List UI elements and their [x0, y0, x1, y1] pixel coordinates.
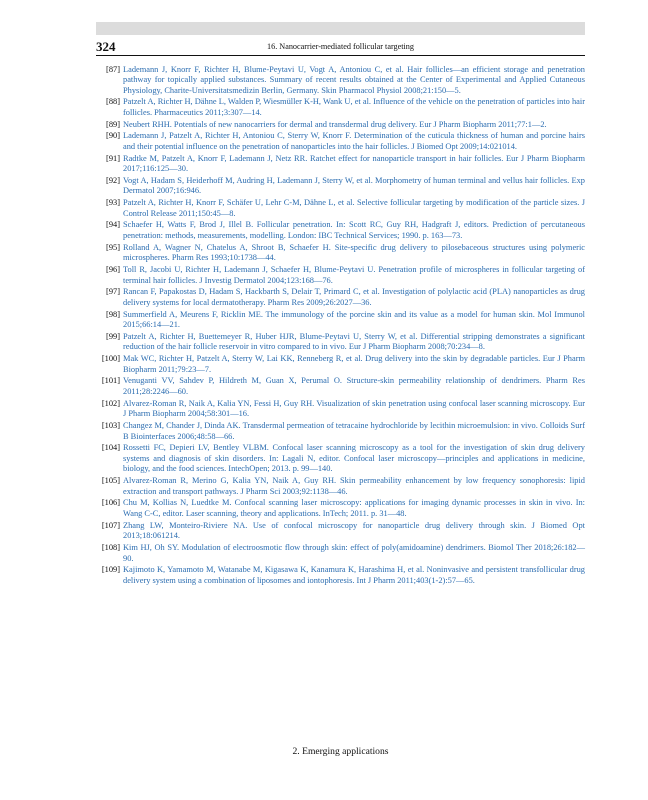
- reference-item: [96, 376, 585, 397]
- reference-number: [109]: [101, 565, 120, 575]
- reference-number: [94]: [106, 220, 120, 230]
- reference-number: [104]: [101, 443, 120, 453]
- reference-citation-link[interactable]: Neubert RHH. Potentials of new nanocarriers for dermal and transdermal drug delivery. Eur J Pharm Biopharm 2011;77:1—2.: [123, 119, 547, 129]
- reference-item: [96, 243, 585, 264]
- reference-number: [91]: [106, 153, 120, 163]
- reference-number: [87]: [106, 64, 120, 74]
- reference-citation-link[interactable]: Alvarez-Roman R, Naik A, Kalia YN, Fessi H, Guy RH. Visualization of skin penetration using confocal laser scanning microscopy. Eur J Pharm Biopharm 2004;58:301—16.: [123, 398, 585, 419]
- reference-item: [96, 154, 585, 175]
- reference-number: [89]: [106, 119, 120, 129]
- reference-citation-link[interactable]: Kajimoto K, Yamamoto M, Watanabe M, Kigasawa K, Kanamura K, Harashima H, et al. Noninvasive and persistent transfollicular drug delivery system using a combination of liposomes and iontophoresis. Int J Pharm 2011;403(1-2):57—65.: [123, 565, 585, 585]
- reference-number: [105]: [101, 476, 120, 486]
- reference-item: [96, 443, 585, 475]
- reference-item: [96, 498, 585, 519]
- reference-number: [103]: [101, 421, 120, 430]
- reference-citation-link[interactable]: Rossetti FC, Depieri LV, Bentley VLBM. Confocal laser scanning microscopy as a tool for the investigation of skin drug delivery systems and diagnosis of skin disorders. In: Lagali N, editor. Confocal laser microscopy—principles and applications in medicine, biology, and the food sciences. IntechOpen; 2013. p. 99—140.: [123, 443, 585, 474]
- reference-citation-link[interactable]: Venuganti VV, Sahdev P, Hildreth M, Guan X, Perumal O. Structure-skin permeability relationship of dendrimers. Pharm Res 2011;28:2246—60.: [123, 376, 585, 396]
- reference-item: [96, 176, 585, 197]
- reference-item: [96, 120, 585, 131]
- reference-number: [98]: [106, 309, 120, 319]
- reference-citation-link[interactable]: Patzelt A, Richter H, Knorr F, Schäfer U, Lehr C-M, Dähne L, et al. Selective follicular targeting by modification of the particle sizes. J Control Release 2011;150:45—8.: [123, 198, 585, 218]
- header-rule: [96, 55, 585, 56]
- reference-number: [101]: [101, 376, 120, 386]
- reference-item: [96, 332, 585, 353]
- reference-item: [96, 97, 585, 118]
- reference-number: [99]: [106, 331, 120, 341]
- reference-citation-link[interactable]: Kim HJ, Oh SY. Modulation of electroosmotic flow through skin: effect of poly(amidoamine) dendrimers. Biomol Ther 2018;26:182—90.: [123, 542, 585, 563]
- reference-list: [96, 65, 585, 588]
- running-title: 16. Nanocarrier-mediated follicular targeting: [267, 42, 414, 51]
- reference-citation-link[interactable]: Zhang LW, Monteiro-Riviere NA. Use of confocal microscopy for nanoparticle drug delivery through skin. J Biomed Opt 2013;18:061214.: [123, 520, 585, 541]
- header-bar: [96, 22, 585, 35]
- reference-item: [96, 565, 585, 586]
- reference-item: [96, 198, 585, 219]
- reference-number: [102]: [101, 398, 120, 408]
- reference-citation-link[interactable]: Lademann J, Patzelt A, Richter H, Antoniou C, Sterry W, Knorr F. Determination of the cuticula thickness of human and porcine hairs and their potential influence on the penetration of nanoparticles into the hair follicles. J Biomed Opt 2009;14:021014.: [123, 131, 585, 151]
- reference-citation-link[interactable]: Lademann J, Knorr F, Richter H, Blume-Peytavi U, Vogt A, Antoniou C, et al. Hair follicles—an efficient storage and penetration pathway for topically applied substances. Summary of recent results obtained at the Center of Experimental and Applied Cutaneous Physiology, Charite-Universitatsmedizin Berlin, Germany. Skin Pharmacol Physiol 2008;21:150—5.: [123, 64, 585, 95]
- reference-citation-link[interactable]: Alvarez-Roman R, Merino G, Kalia YN, Naik A, Guy RH. Skin permeability enhancement by low frequency sonophoresis: lipid extraction and transport pathways. J Pharm Sci 2003;92:1138—46.: [123, 476, 585, 496]
- reference-number: [95]: [106, 242, 120, 252]
- reference-citation-link[interactable]: Radtke M, Patzelt A, Knorr F, Lademann J, Netz RR. Ratchet effect for nanoparticle transport in hair follicles. Eur J Pharm Biopharm 2017;116:125—30.: [123, 153, 585, 174]
- reference-number: [88]: [106, 97, 120, 107]
- reference-citation-link[interactable]: Toll R, Jacobi U, Richter H, Lademann J, Schaefer H, Blume-Peytavi U. Penetration profile of microspheres in follicular targeting of terminal hair follicles. J Investig Dermatol 2004;123:168—76.: [123, 265, 585, 285]
- reference-item: [96, 543, 585, 564]
- reference-number: [108]: [101, 542, 120, 552]
- reference-number: [97]: [106, 287, 120, 297]
- reference-item: [96, 65, 585, 97]
- reference-item: [96, 354, 585, 375]
- reference-number: [90]: [106, 131, 120, 141]
- reference-citation-link[interactable]: Summerfield A, Meurens F, Ricklin ME. The immunology of the porcine skin and its value as a model for human skin. Mol Immunol 2015;66:14—21.: [123, 309, 585, 330]
- reference-number: [96]: [106, 265, 120, 275]
- page-number: 324: [96, 39, 116, 54]
- reference-number: [100]: [101, 354, 120, 364]
- reference-number: [107]: [101, 520, 120, 530]
- reference-citation-link[interactable]: Patzelt A, Richter H, Buettemeyer R, Huber HJR, Blume-Peytavi U, Sterry W, et al. Differential stripping demonstrates a significant reduction of the hair follicle reservoir in vitro compared to in vivo. Eur J Pharm Biopharm 2008;70:234—8.: [123, 331, 585, 352]
- reference-citation-link[interactable]: Patzelt A, Richter H, Dähne L, Walden P, Wiesmüller K-H, Wank U, et al. Influence of the vehicle on the penetration of particles into hair follicles. Pharmaceutics 2011;3:307—14.: [123, 97, 585, 117]
- reference-number: [106]: [101, 498, 120, 508]
- reference-citation-link[interactable]: Rancan F, Papakostas D, Hadam S, Hackbarth S, Delair T, Primard C, et al. Investigation of polylactic acid (PLA) nanoparticles as drug delivery systems for local dermatotherapy. Pharm Res 2009;26:2027—36.: [123, 287, 585, 307]
- reference-citation-link[interactable]: Vogt A, Hadam S, Heiderhoff M, Audring H, Lademann J, Sterry W, et al. Morphometry of human terminal and vellus hair follicles. Exp Dermatol 2007;16:946.: [123, 175, 585, 196]
- reference-number: [92]: [106, 175, 120, 185]
- reference-number: [93]: [106, 198, 120, 208]
- reference-item: [96, 287, 585, 308]
- reference-item: [96, 131, 585, 152]
- reference-item: [96, 476, 585, 497]
- reference-item: [96, 521, 585, 542]
- reference-item: [96, 265, 585, 286]
- reference-item: [96, 310, 585, 331]
- reference-item: [96, 220, 585, 241]
- reference-item: [96, 399, 585, 420]
- reference-citation-link[interactable]: Rolland A, Wagner N, Chatelus A, Shroot B, Schaefer H. Site-specific drug delivery to pilosebaceous structures using polymeric microspheres. Pharm Res 1993;10:1738—44.: [123, 242, 585, 263]
- reference-citation-link[interactable]: Changez M, Chander J, Dinda AK. Transdermal permeation of tetracaine hydrochloride by lecithin microemulsion: in vivo. Colloids Surf B Biointerfaces 2006;48:58—66.: [123, 421, 585, 441]
- footer-part-title: 2. Emerging applications: [292, 746, 389, 757]
- reference-citation-link[interactable]: Mak WC, Richter H, Patzelt A, Sterry W, Lai KK, Renneberg R, et al. Drug delivery into the skin by degradable particles. Eur J Pharm Biopharm 2011;79:23—7.: [123, 354, 585, 374]
- reference-citation-link[interactable]: Chu M, Kollias N, Luedtke M. Confocal scanning laser microscopy: applications for imaging dynamic processes in skin in vivo. In: Wang C-C, editor. Laser scanning, theory and applications. InTech; 2011. p. 31—48.: [123, 498, 585, 518]
- reference-citation-link[interactable]: Schaefer H, Watts F, Brod J, Illel B. Follicular penetration. In: Scott RC, Guy RH, Hadgraft J, editors. Prediction of percutaneous penetration: methods, measurements, modelling. London: IBC Technical Services; 1990. p. 163—73.: [123, 220, 585, 241]
- reference-item: [96, 421, 585, 442]
